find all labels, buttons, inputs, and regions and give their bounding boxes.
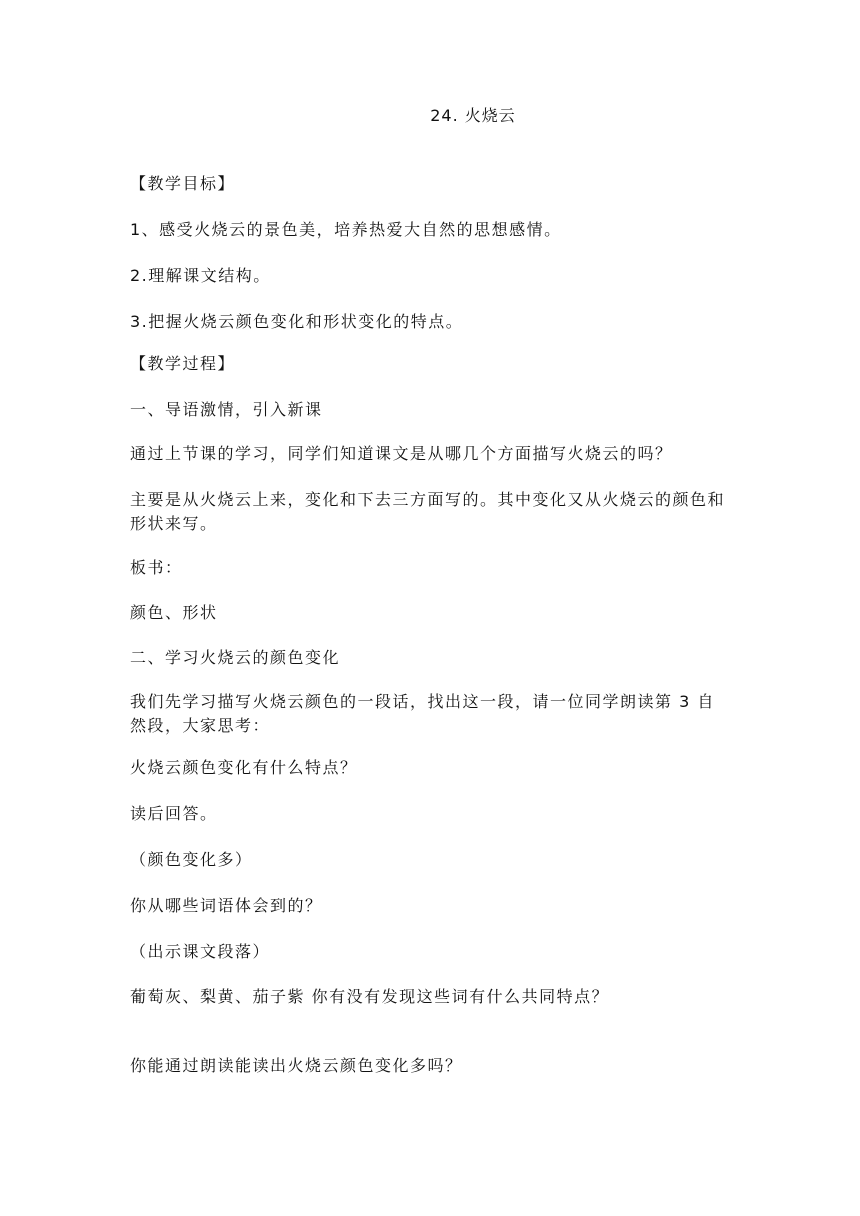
question-paragraph: 通过上节课的学习，同学们知道课文是从哪几个方面描写火烧云的吗？ bbox=[130, 444, 673, 463]
section-heading-process: 【教学过程】 bbox=[130, 354, 236, 373]
step-2-heading: 二、学习火烧云的颜色变化 bbox=[130, 648, 341, 667]
section-heading-objectives: 【教学目标】 bbox=[130, 174, 236, 193]
question-words: 你从哪些词语体会到的？ bbox=[130, 896, 323, 915]
reading-question: 你能通过朗读能读出火烧云颜色变化多吗？ bbox=[130, 1056, 463, 1075]
objective-1: 1、感受火烧云的景色美，培养热爱大自然的思想感情。 bbox=[130, 220, 562, 239]
answer-prompt: 读后回答。 bbox=[130, 804, 218, 823]
answer-note: （颜色变化多） bbox=[130, 850, 253, 869]
show-text-note: （出示课文段落） bbox=[130, 942, 271, 961]
blackboard-content: 颜色、形状 bbox=[130, 603, 218, 622]
objective-3: 3.把握火烧云颜色变化和形状变化的特点。 bbox=[130, 312, 464, 331]
answer-paragraph: 主要是从火烧云上来，变化和下去三方面写的。其中变化又从火烧云的颜色和形状来写。 bbox=[130, 490, 726, 533]
objective-2: 2.理解课文结构。 bbox=[130, 266, 271, 285]
document-title: 24. 火烧云 bbox=[430, 106, 516, 125]
blackboard-label: 板书： bbox=[130, 558, 183, 577]
color-words-question: 葡萄灰、梨黄、茄子紫 你有没有发现这些词有什么共同特点？ bbox=[130, 987, 610, 1006]
question-color-feature: 火烧云颜色变化有什么特点？ bbox=[130, 758, 358, 777]
instruction-paragraph: 我们先学习描写火烧云颜色的一段话，找出这一段，请一位同学朗读第 3 自然段，大家思考： bbox=[130, 692, 715, 735]
step-1-heading: 一、导语激情，引入新课 bbox=[130, 400, 323, 419]
